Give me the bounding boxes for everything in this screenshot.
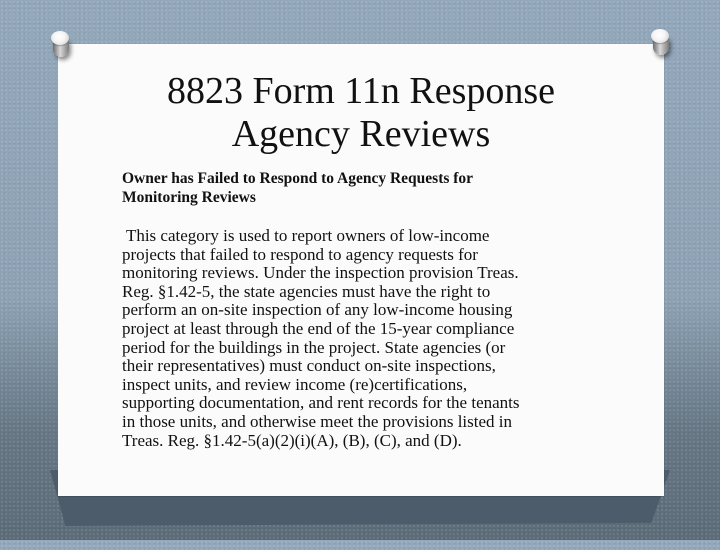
- slide-title-line-2: Agency Reviews: [231, 113, 491, 155]
- body-line: period for the buildings in the project. State agencies (or: [122, 337, 506, 357]
- slide-title-line-1: 8823 Form 11n Response: [166, 70, 556, 112]
- section-heading-line-2: Monitoring Reviews: [122, 189, 256, 206]
- body-line: supporting documentation, and rent records for the tenants: [122, 393, 520, 413]
- body-paragraph: [122, 227, 602, 450]
- body-line: Reg. §1.42-5, the state agencies must have the right to: [122, 281, 491, 301]
- pushpin-head: [651, 29, 669, 43]
- body-line: in those units, and otherwise meet the provisions listed in: [122, 411, 513, 431]
- pushpin-icon: [50, 31, 72, 61]
- body-line: perform an on-site inspection of any low-income housing: [122, 300, 513, 320]
- pushpin-head: [51, 31, 69, 45]
- section-heading: [122, 169, 602, 207]
- body-line: their representatives) must conduct on-site inspections,: [122, 356, 496, 376]
- body-line: monitoring reviews. Under the inspection provision Treas.: [122, 263, 519, 283]
- body-line: This category is used to report owners of low-income: [122, 226, 490, 245]
- body-line: Treas. Reg. §1.42-5(a)(2)(i)(A), (B), (C), and (D).: [122, 430, 462, 450]
- body-line: project at least through the end of the 15-year compliance: [122, 318, 515, 338]
- pushpin-icon: [650, 29, 672, 59]
- body-line: inspect units, and review income (re)certifications,: [122, 374, 468, 394]
- section-heading-line-1: Owner has Failed to Respond to Agency Requests for: [122, 170, 474, 187]
- slide-title: [58, 70, 664, 156]
- paper-note: [58, 44, 664, 496]
- body-line: projects that failed to respond to agency requests for: [122, 244, 478, 264]
